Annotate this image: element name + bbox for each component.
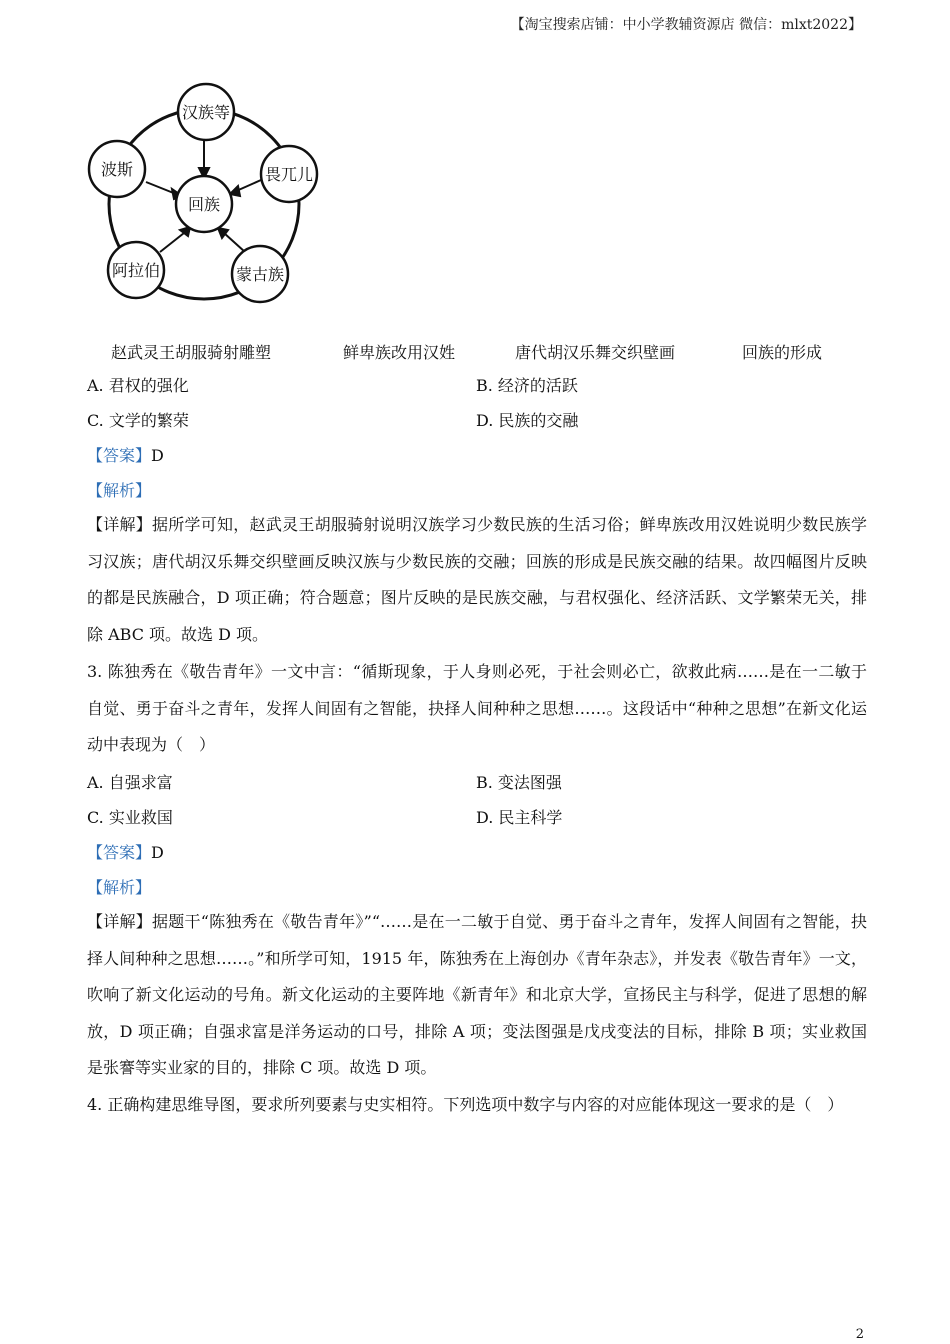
node-uyghur [261,146,317,202]
center-node [176,176,232,232]
page-header: 【淘宝搜索店铺：中小学教辅资源店 微信：mlxt2022】 [510,17,862,33]
page-number: 2 [855,1327,864,1342]
q4-stem: 4. 正确构建思维导图，要求所列要素与史实相符。下列选项中数字与内容的对应能体现这一要求的是（ ） [87,1095,844,1114]
q3-answer-tag: 【答案】 [87,843,152,862]
q2-detail-text: 据所学可知，赵武灵王胡服骑射说明汉族学习少数民族的生活习俗；鲜卑族改用汉姓说明少数民族学习汉族；唐代胡汉乐舞交织壁画反映汉族与少数民族的交融；回族的形成是民族交融的结果。故四幅图片反映的都是民族融合，D 项正确；符合题意；图片反映的是民族交融，与君权强化、经济活跃、文学繁荣无关，排除 ABC 项。故选 D 项。 [87,515,867,644]
q3-detail-text: 据题干“陈独秀在《敬告青年》”“……是在一二敏于自觉、勇于奋斗之青年，发挥人间固有之智能，抉择人间种种之思想……。”和所学可知，1915 年，陈独秀在上海创办《青年杂志》，并发表《敬告青年》一文，吹响了新文化运动的号角。新文化运动的主要阵地《新青年》和北京大学，宣扬民主与科学，促进了思想的解放，D 项正确；自强求富是洋务运动的口号，排除 A 项；变法图强是戊戌变法的目标，排除 B 项；实业救国是张謇等实业家的目的，排除 C 项。故选 D 项。 [87,912,867,1077]
q3-detail [87,904,867,1087]
hui-ethnic-formation-diagram [80,82,330,312]
caption-2: 鲜卑族改用汉姓 [343,343,456,362]
node-arab-label: 阿拉伯 [111,261,161,280]
q3-analysis-tag: 【解析】 [87,878,152,897]
node-han [178,84,234,140]
node-arab [108,242,164,298]
q3-option-a: A. 自强求富 [87,773,173,792]
q2-option-d: D. 民族的交融 [476,411,579,430]
q3-detail-tag: 【详解】 [87,912,152,931]
center-node-label: 回族 [187,195,221,214]
caption-1: 赵武灵王胡服骑射雕塑 [111,343,272,362]
node-mongol [232,246,288,302]
node-uyghur-label: 畏兀儿 [264,165,314,184]
node-persia-label: 波斯 [100,160,134,179]
q3-option-d: D. 民主科学 [476,808,563,827]
node-mongol-label: 蒙古族 [235,265,285,284]
q3-answer-value: D [151,843,164,862]
q3-option-b: B. 变法图强 [476,773,562,792]
node-han-label: 汉族等 [181,103,231,122]
q2-option-a: A. 君权的强化 [87,376,189,395]
q2-detail-tag: 【详解】 [87,515,153,534]
q3-answer [87,842,164,864]
caption-3: 唐代胡汉乐舞交织壁画 [515,343,676,362]
node-persia [89,141,145,197]
q2-answer-value: D [151,446,164,465]
image-captions [0,340,950,362]
q2-detail [87,507,867,653]
caption-4: 回族的形成 [742,343,823,362]
q2-answer [87,445,164,467]
q3-stem: 3. 陈独秀在《敬告青年》一文中言：“循斯现象，于人身则必死，于社会则必亡，欲救此病……是在一二敏于自觉、勇于奋斗之青年，发挥人间固有之智能，抉择人间种种之思想……。这段话中“种种之思想”在新文化运动中表现为（ ） [87,662,867,754]
q2-option-b: B. 经济的活跃 [476,376,578,395]
q2-analysis-tag: 【解析】 [87,481,152,500]
q2-option-c: C. 文学的繁荣 [87,411,189,430]
q2-answer-tag: 【答案】 [87,446,152,465]
q3-option-c: C. 实业救国 [87,808,173,827]
